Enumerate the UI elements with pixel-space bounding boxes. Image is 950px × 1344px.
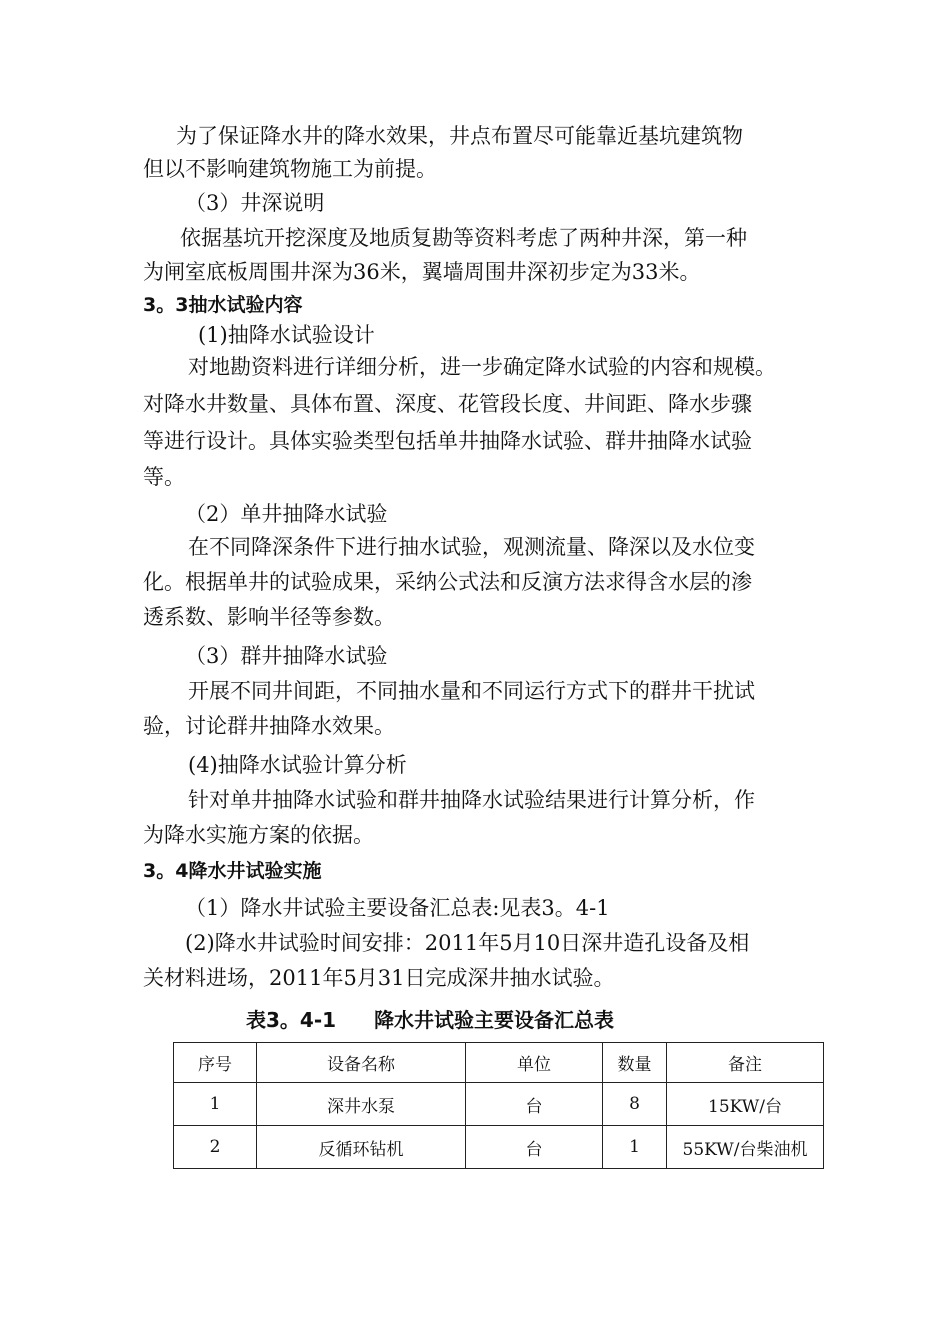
text-line: (4)抽降水试验计算分析 [188,753,407,777]
text-line: （3）群井抽降水试验 [185,644,388,668]
equipment-table [173,1042,824,1169]
section-heading: 3。4降水井试验实施 [143,860,322,882]
table-caption [246,1005,614,1035]
table-caption-number: 表3。4-1 [246,1008,337,1032]
text-line: 在不同降深条件下进行抽水试验，观测流量、降深以及水位变 [188,535,755,559]
cell-unit: 台 [466,1083,603,1126]
cell-index: 1 [174,1083,257,1126]
text-line: 等。 [143,465,185,489]
text-line: 为闸室底板周围井深为36米，翼墙周围井深初步定为33米。 [143,260,701,284]
cell-equipment-name: 反循环钻机 [257,1126,466,1169]
header-remarks: 备注 [667,1043,824,1083]
text-line: 依据基坑开挖深度及地质复勘等资料考虑了两种井深，第一种 [180,226,747,250]
text-line: 化。根据单井的试验成果，采纳公式法和反演方法求得含水层的渗 [143,570,752,594]
text-line: 对地勘资料进行详细分析，进一步确定降水试验的内容和规模。 [188,355,776,379]
text-line: (2)降水井试验时间安排：2011年5月10日深井造孔设备及相 [185,931,750,955]
text-line: 验，讨论群井抽降水效果。 [143,714,395,738]
table-row [174,1083,824,1126]
cell-quantity: 1 [603,1126,667,1169]
table-header-row [174,1043,824,1083]
section-heading: 3。3抽水试验内容 [143,294,303,316]
header-index: 序号 [174,1043,257,1083]
header-quantity: 数量 [603,1043,667,1083]
header-unit: 单位 [466,1043,603,1083]
text-line: 等进行设计。具体实验类型包括单井抽降水试验、群井抽降水试验 [143,429,752,453]
text-line: 针对单井抽降水试验和群井抽降水试验结果进行计算分析，作 [188,788,755,812]
table-row [174,1126,824,1169]
cell-unit: 台 [466,1126,603,1169]
cell-equipment-name: 深井水泵 [257,1083,466,1126]
table-caption-title: 降水井试验主要设备汇总表 [374,1008,615,1032]
header-equipment-name: 设备名称 [257,1043,466,1083]
cell-remarks: 55KW/台柴油机 [667,1126,824,1169]
text-line: 为降水实施方案的依据。 [143,823,374,847]
text-line: 透系数、影响半径等参数。 [143,605,395,629]
text-line: (1)抽降水试验设计 [198,323,375,347]
text-line: 关材料进场，2011年5月31日完成深井抽水试验。 [143,966,615,990]
text-line: 但以不影响建筑物施工为前提。 [143,157,437,181]
text-line: （2）单井抽降水试验 [185,502,388,526]
text-line: 为了保证降水井的降水效果，井点布置尽可能靠近基坑建筑物 [176,124,743,148]
text-line: （3）井深说明 [185,191,325,215]
cell-quantity: 8 [603,1083,667,1126]
cell-remarks: 15KW/台 [667,1083,824,1126]
text-line: 对降水井数量、具体布置、深度、花管段长度、井间距、降水步骤 [143,392,752,416]
text-line: （1）降水井试验主要设备汇总表:见表3。4-1 [185,896,610,920]
cell-index: 2 [174,1126,257,1169]
text-line: 开展不同井间距，不同抽水量和不同运行方式下的群井干扰试 [188,679,755,703]
